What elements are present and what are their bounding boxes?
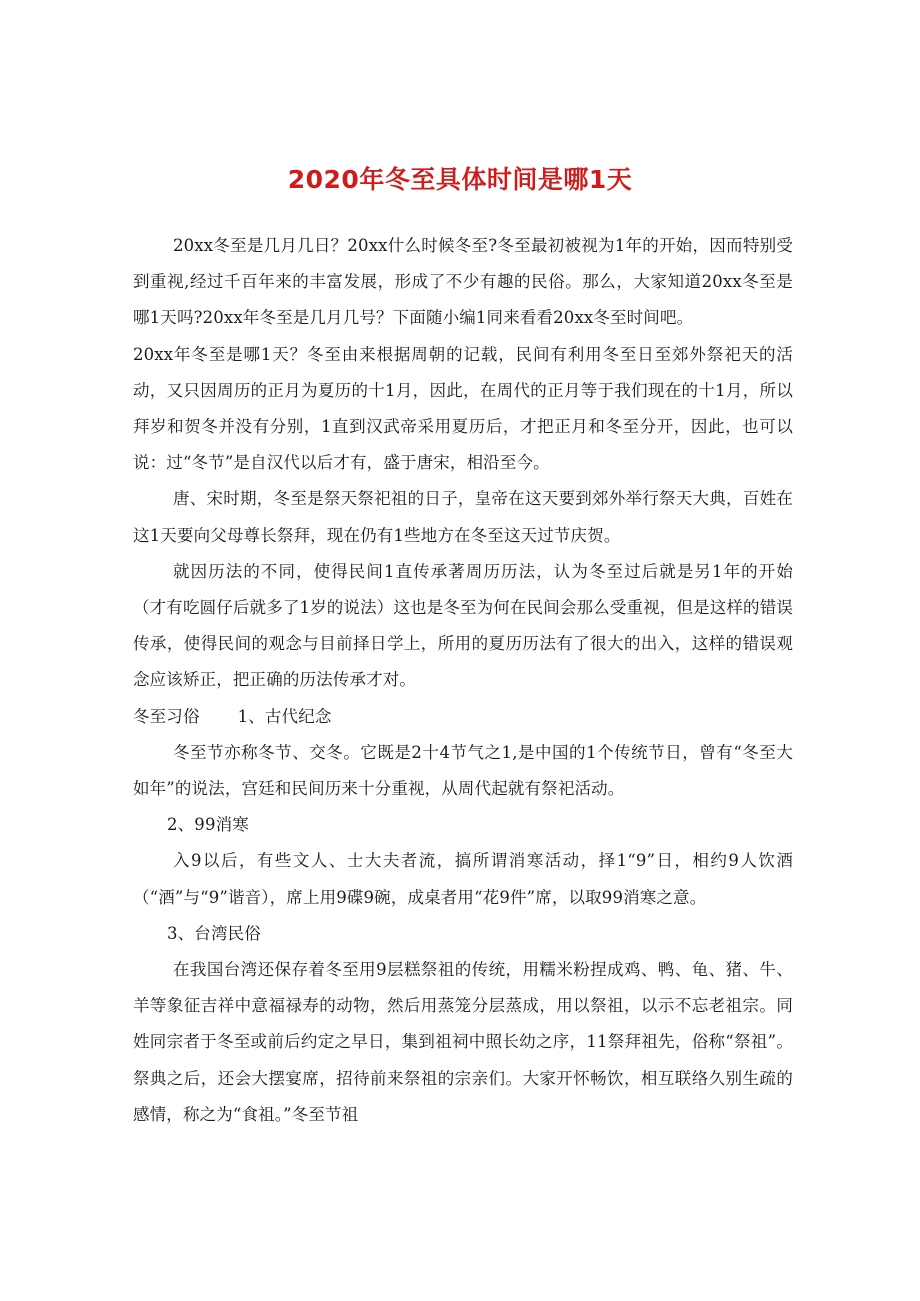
customs-heading: 冬至习俗 (133, 706, 200, 726)
intro-paragraph: 20xx冬至是几月几日？20xx什么时候冬至?冬至最初被视为1年的开始，因而特别受到重视,经过千百年来的丰富发展，形成了不少有趣的民俗。那么，大家知道20xx冬至是哪1天吗?20xx年冬至是几月几号？下面随小编1同来看看20xx冬至时间吧。 (133, 236, 793, 328)
customs-heading-row (133, 699, 793, 735)
section2-text: 入9以后，有些文人、士大夫者流，搞所谓消寒活动，择1“9”日，相约9人饮酒（“酒”与“9”谐音），席上用9碟9碗，成桌者用“花9件”席，以取99消寒之意。 (133, 851, 793, 907)
section3-text: 在我国台湾还保存着冬至用9层糕祭祖的传统，用糯米粉捏成鸡、鸭、龟、猪、牛、羊等象征吉祥中意福禄寿的动物，然后用蒸笼分层蒸成，用以祭祖，以示不忘老祖宗。同姓同宗者于冬至或前后约定之早日，集到祖祠中照长幼之序，11祭拜祖先，俗称“祭祖”。祭典之后，还会大摆宴席，招待前来祭祖的宗亲们。大家开怀畅饮，相互联络久别生疏的感情，称之为“食祖。”冬至节祖 (133, 960, 793, 1124)
section3-heading: 3、台湾民俗 (167, 923, 261, 943)
section1-heading: 1、古代纪念 (237, 706, 332, 726)
tang-song-paragraph: 唐、宋时期，冬至是祭天祭祀祖的日子，皇帝在这天要到郊外举行祭天大典，百姓在这1天要向父母尊长祭拜，现在仍有1些地方在冬至这天过节庆贺。 (133, 489, 793, 545)
calendar-paragraph: 就因历法的不同，使得民间1直传承著周历历法，认为冬至过后就是另1年的开始（才有吃圆仔后就多了1岁的说法）这也是冬至为何在民间会那么受重视，但是这样的错误传承，使得民间的观念与目前择日学上，所用的夏历历法有了很大的出入，这样的错误观念应该矫正，把正确的历法传承才对。 (133, 561, 793, 690)
section2-heading: 2、99消寒 (167, 815, 249, 835)
document-body (133, 228, 793, 1133)
section1-text: 冬至节亦称冬节、交冬。它既是2十4节气之1,是中国的1个传统节日，曾有“冬至大如年”的说法，宫廷和民间历来十分重视，从周代起就有祭祀活动。 (133, 742, 793, 799)
origin-paragraph: 20xx年冬至是哪1天？冬至由来根据周朝的记载，民间有利用冬至日至郊外祭祀天的活动，又只因周历的正月为夏历的十1月，因此，在周代的正月等于我们现在的十1月，所以拜岁和贺冬并没有分别，1直到汉武帝采用夏历后，才把正月和冬至分开，因此，也可以说：过“冬节”是自汉代以后才有，盛于唐宋，相沿至今。 (133, 344, 793, 473)
document-title: 2020年冬至具体时间是哪1天 (287, 165, 633, 194)
